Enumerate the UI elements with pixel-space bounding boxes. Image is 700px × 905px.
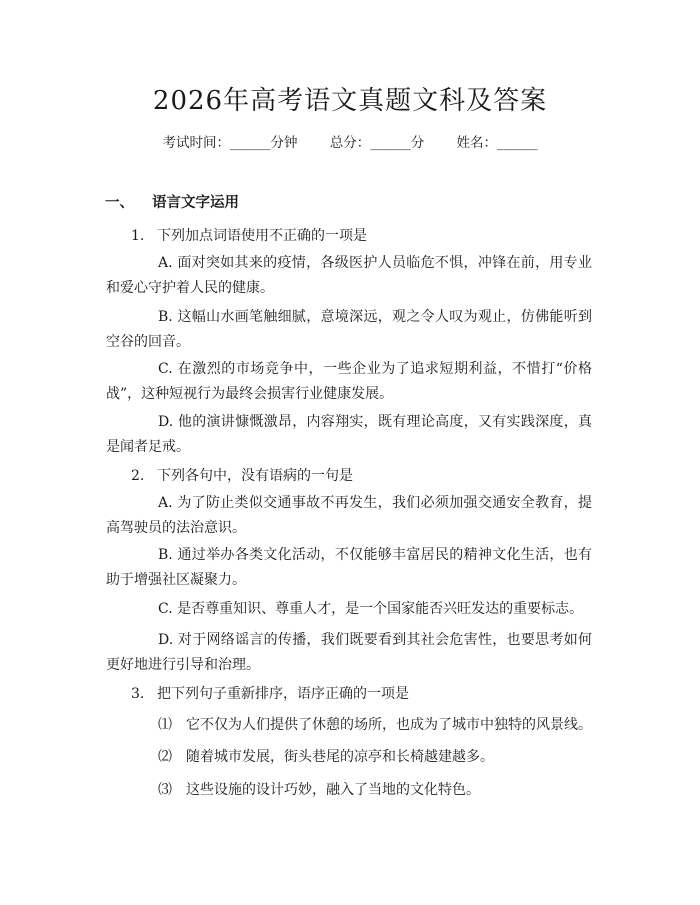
exam-meta-line <box>0 131 700 151</box>
sentence-text: 这些设施的设计巧妙，融入了当地的文化特色。 <box>186 782 480 798</box>
ordering-sentence <box>158 746 494 766</box>
question-text: 下列加点词语使用不正确的一项是 <box>157 228 367 244</box>
answer-option: D. 对于网络谣言的传播，我们既要看到其社会危害性，也要思考如何更好地进行引导和治理。 <box>106 632 592 673</box>
answer-option: A. 为了防止类似交通事故不再发生，我们必须加强交通安全教育，提高驾驶员的法治意识。 <box>106 495 592 536</box>
sentence-text: 随着城市发展，街头巷尾的凉亭和长椅越建越多。 <box>186 749 494 765</box>
student-name-label: 姓名：______ <box>456 135 538 151</box>
section-title: 语言文字运用 <box>152 195 239 211</box>
sentence-text: 它不仅为人们提供了休憩的场所，也成为了城市中独特的风景线。 <box>186 717 592 733</box>
exam-time-label: 考试时间：______分钟 <box>162 135 298 151</box>
question-stem <box>131 225 367 245</box>
total-score-label: 总分：______分 <box>329 135 425 151</box>
question-number: 2. <box>131 468 145 484</box>
question-text: 把下列句子重新排序，语序正确的一项是 <box>157 686 409 702</box>
question-stem <box>131 683 409 703</box>
answer-option: C. 是否尊重知识、尊重人才，是一个国家能否兴旺发达的重要标志。 <box>158 601 584 617</box>
answer-option: B. 通过举办各类文化活动，不仅能够丰富居民的精神文化生活，也有助于增强社区凝聚力。 <box>106 547 592 588</box>
section-number: 一、 <box>105 195 134 211</box>
sentence-label: ⑴ <box>158 717 172 733</box>
ordering-sentence <box>158 714 592 734</box>
question-number: 1. <box>131 228 145 244</box>
answer-option: B. 这幅山水画笔触细腻，意境深远，观之令人叹为观止，仿佛能听到空谷的回音。 <box>106 309 592 350</box>
section-heading <box>105 191 239 212</box>
sentence-label: ⑵ <box>158 749 172 765</box>
answer-option: D. 他的演讲慷慨激昂，内容翔实，既有理论高度，又有实践深度，真是闻者足戒。 <box>106 414 592 455</box>
question-stem <box>131 465 353 485</box>
ordering-sentence <box>158 779 480 799</box>
answer-option: C. 在激烈的市场竞争中，一些企业为了追求短期利益，不惜打“价格战”，这种短视行为最终会损害行业健康发展。 <box>106 361 592 402</box>
answer-option: A. 面对突如其来的疫情，各级医护人员临危不惧，冲锋在前，用专业和爱心守护着人民的健康。 <box>106 255 592 296</box>
question-number: 3. <box>131 686 145 702</box>
sentence-label: ⑶ <box>158 782 172 798</box>
page-title: 2026年高考语文真题文科及答案 <box>152 86 548 116</box>
question-text: 下列各句中，没有语病的一句是 <box>157 468 353 484</box>
